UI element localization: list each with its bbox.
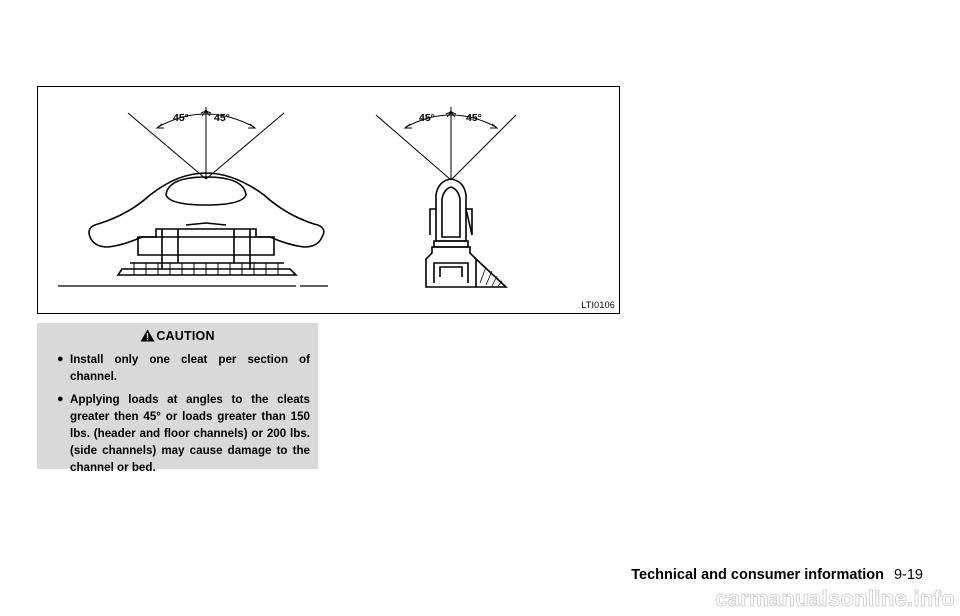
right-angle-line-left bbox=[376, 115, 451, 180]
cleat-side-view bbox=[89, 173, 324, 275]
cleat-illustration bbox=[37, 86, 620, 314]
caution-item-text: Install only one cleat per section of channel. bbox=[70, 353, 310, 383]
channel-hatch bbox=[480, 267, 502, 286]
bullet-icon: ● bbox=[57, 353, 64, 365]
footer-section-title: Technical and consumer information bbox=[631, 567, 884, 583]
watermark-text: carmanualsonline.info bbox=[715, 586, 955, 611]
caution-item-text: Applying loads at angles to the cleats greater then 45° or loads greater than 150 lbs. (header and floor channels) or 200 lbs. (side channels) may cause damage to the channel or bed. bbox=[70, 393, 310, 474]
cleat-end-view bbox=[426, 179, 506, 287]
left-angle-label-right: 45° bbox=[214, 112, 230, 124]
right-angle-label-right: 45° bbox=[466, 112, 482, 124]
warning-triangle-icon bbox=[140, 329, 155, 342]
figure-label: LTI0106 bbox=[581, 300, 615, 310]
bullet-icon: ● bbox=[57, 393, 64, 405]
watermark bbox=[710, 580, 960, 611]
caution-heading-text: CAUTION bbox=[156, 329, 215, 343]
watermark-logo bbox=[710, 580, 960, 611]
caution-heading bbox=[37, 328, 318, 344]
left-angle-label-left: 45° bbox=[173, 112, 189, 124]
right-angle-label-left: 45° bbox=[419, 112, 435, 124]
caution-box bbox=[37, 323, 318, 474]
caution-item bbox=[37, 391, 318, 476]
cleat-diagram bbox=[38, 87, 619, 313]
page-number: 9-19 bbox=[893, 567, 923, 583]
right-angle-line-right bbox=[451, 115, 516, 180]
caution-item bbox=[37, 351, 318, 385]
caution-list bbox=[37, 351, 318, 482]
